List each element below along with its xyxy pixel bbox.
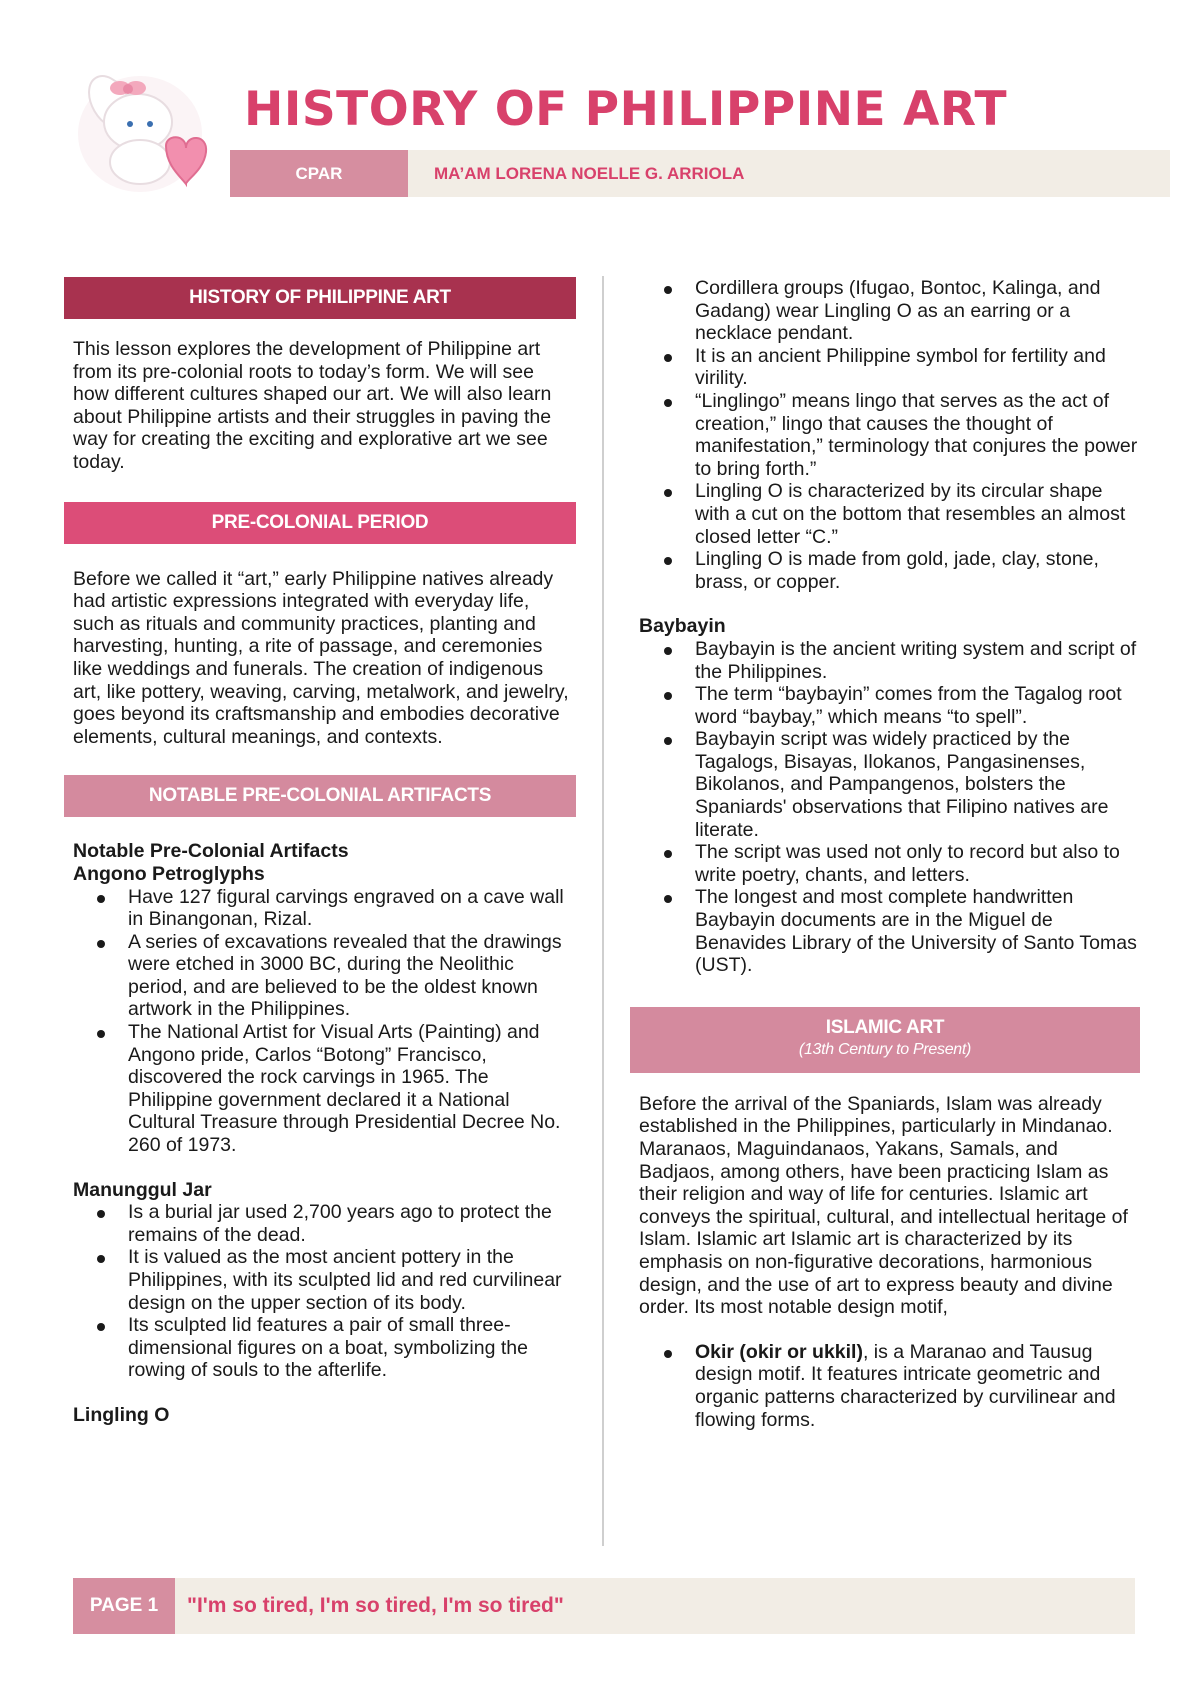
angono-list xyxy=(64,886,576,1157)
list-item: Baybayin is the ancient writing system and script of the Philippines. xyxy=(695,638,1140,683)
okir-list xyxy=(630,1341,1140,1431)
baybayin-title: Baybayin xyxy=(639,615,726,638)
okir-description: , is a Maranao and Tausug design motif. It features intricate geometric and organic patterns characterized by curvilinear and flowing forms. xyxy=(695,1340,1116,1431)
list-item: The National Artist for Visual Arts (Painting) and Angono pride, Carlos “Botong” Francisco, discovered the rock carvings in 1965. The Philippine government declared it a National Cultural Treasure through Presidential Decree No. 260 of 1973. xyxy=(128,1021,576,1157)
manunggul-title: Manunggul Jar xyxy=(73,1178,212,1201)
artifacts-title: Notable Pre-Colonial Artifacts xyxy=(73,840,349,863)
list-item: It is an ancient Philippine symbol for fertility and virility. xyxy=(695,345,1140,390)
list-item xyxy=(695,1341,1140,1431)
list-item: Have 127 figural carvings engraved on a cave wall in Binangonan, Rizal. xyxy=(128,886,576,931)
section-heading-artifacts: NOTABLE PRE-COLONIAL ARTIFACTS xyxy=(64,775,576,817)
baybayin-list xyxy=(630,638,1140,977)
intro-paragraph: This lesson explores the development of Philippine art from its pre-colonial roots to today’s form. We will see how different cultures shaped our art. We will also learn about Philippine artists and their struggles in paving the way for creating the exciting and explorative art we see today. xyxy=(73,338,552,473)
list-item: Lingling O is made from gold, jade, clay, stone, brass, or copper. xyxy=(695,548,1140,593)
left-column xyxy=(64,277,576,1427)
list-item: Its sculpted lid features a pair of small three-dimensional figures on a boat, symbolizing the rowing of souls to the afterlife. xyxy=(128,1314,576,1382)
islamic-paragraph: Before the arrival of the Spaniards, Islam was already established in the Philippines, particularly in Mindanao. Maranaos, Maguindanaos, Yakans, Samals, and Badjaos, among others, have been practicing Islam as their religion and way of life for centuries. Islamic art conveys the spiritual, cultural, and intellectual heritage of Islam. Islamic art Islamic art is characterized by its emphasis on non-figurative decorations, harmonious design, and the use of art to express beauty and divine order. Its most notable design motif, xyxy=(639,1092,1128,1319)
list-item: A series of excavations revealed that the drawings were etched in 3000 BC, during the Neolithic period, and are believed to be the oldest known artwork in the Philippines. xyxy=(128,931,576,1021)
section-heading-islamic xyxy=(630,1007,1140,1073)
okir-term: Okir (okir or ukkil) xyxy=(695,1340,863,1363)
list-item: Lingling O is characterized by its circular shape with a cut on the bottom that resembles an almost closed letter “C.” xyxy=(695,480,1140,548)
page-title: HISTORY OF PHILIPPINE ART xyxy=(244,82,1008,137)
header-meta-bar xyxy=(230,150,1170,197)
lingling-title: Lingling O xyxy=(73,1403,170,1426)
precolonial-paragraph: Before we called it “art,” early Philippine natives already had artistic expressions integrated with everyday life, such as rituals and community practices, planting and harvesting, hunting, a rite of passage, and ceremonies like weddings and funerals. The creation of indigenous art, like pottery, weaving, carving, metalwork, and jewelry, goes beyond its craftsmanship and embodies decorative elements, cultural meanings, and contexts. xyxy=(73,567,569,748)
islamic-subheading: (13th Century to Present) xyxy=(798,1040,972,1058)
islamic-heading: ISLAMIC ART xyxy=(825,1016,945,1038)
section-heading-precolonial: PRE-COLONIAL PERIOD xyxy=(64,502,576,544)
page-number: PAGE 1 xyxy=(73,1578,175,1634)
column-divider xyxy=(602,276,604,1546)
right-column xyxy=(630,277,1140,1431)
footer-quote: "I'm so tired, I'm so tired, I'm so tired" xyxy=(187,1594,564,1617)
list-item: It is valued as the most ancient pottery in the Philippines, with its sculpted lid and red curvilinear design on the upper section of its body. xyxy=(128,1246,576,1314)
list-item: Is a burial jar used 2,700 years ago to protect the remains of the dead. xyxy=(128,1201,576,1246)
lingling-list xyxy=(630,277,1140,593)
list-item: The term “baybayin” comes from the Tagalog root word “baybay,” which means “to spell”. xyxy=(695,683,1140,728)
list-item: The longest and most complete handwritten Baybayin documents are in the Miguel de Benavides Library of the University of Santo Tomas (UST). xyxy=(695,886,1140,976)
list-item: The script was used not only to record but also to write poetry, chants, and letters. xyxy=(695,841,1140,886)
teacher-name: MA’AM LORENA NOELLE G. ARRIOLA xyxy=(434,163,745,183)
angono-title: Angono Petroglyphs xyxy=(73,862,265,885)
subject-label: CPAR xyxy=(230,150,408,197)
list-item: Baybayin script was widely practiced by the Tagalogs, Bisayas, Ilokanos, Pangasinenses, Bikolanos, and Pampangenos, bolsters the Spaniards' observations that Filipino natives are literate. xyxy=(695,728,1140,841)
list-item: “Linglingo” means lingo that serves as the act of creation,” lingo that causes the thought of manifestation,” terminology that conjures the power to bring forth.” xyxy=(695,390,1140,480)
bunny-with-heart-icon xyxy=(70,62,220,202)
section-heading-history: HISTORY OF PHILIPPINE ART xyxy=(64,277,576,319)
list-item: Cordillera groups (Ifugao, Bontoc, Kalinga, and Gadang) wear Lingling O as an earring or a necklace pendant. xyxy=(695,277,1140,345)
manunggul-list xyxy=(64,1201,576,1382)
page-footer xyxy=(73,1578,1135,1634)
